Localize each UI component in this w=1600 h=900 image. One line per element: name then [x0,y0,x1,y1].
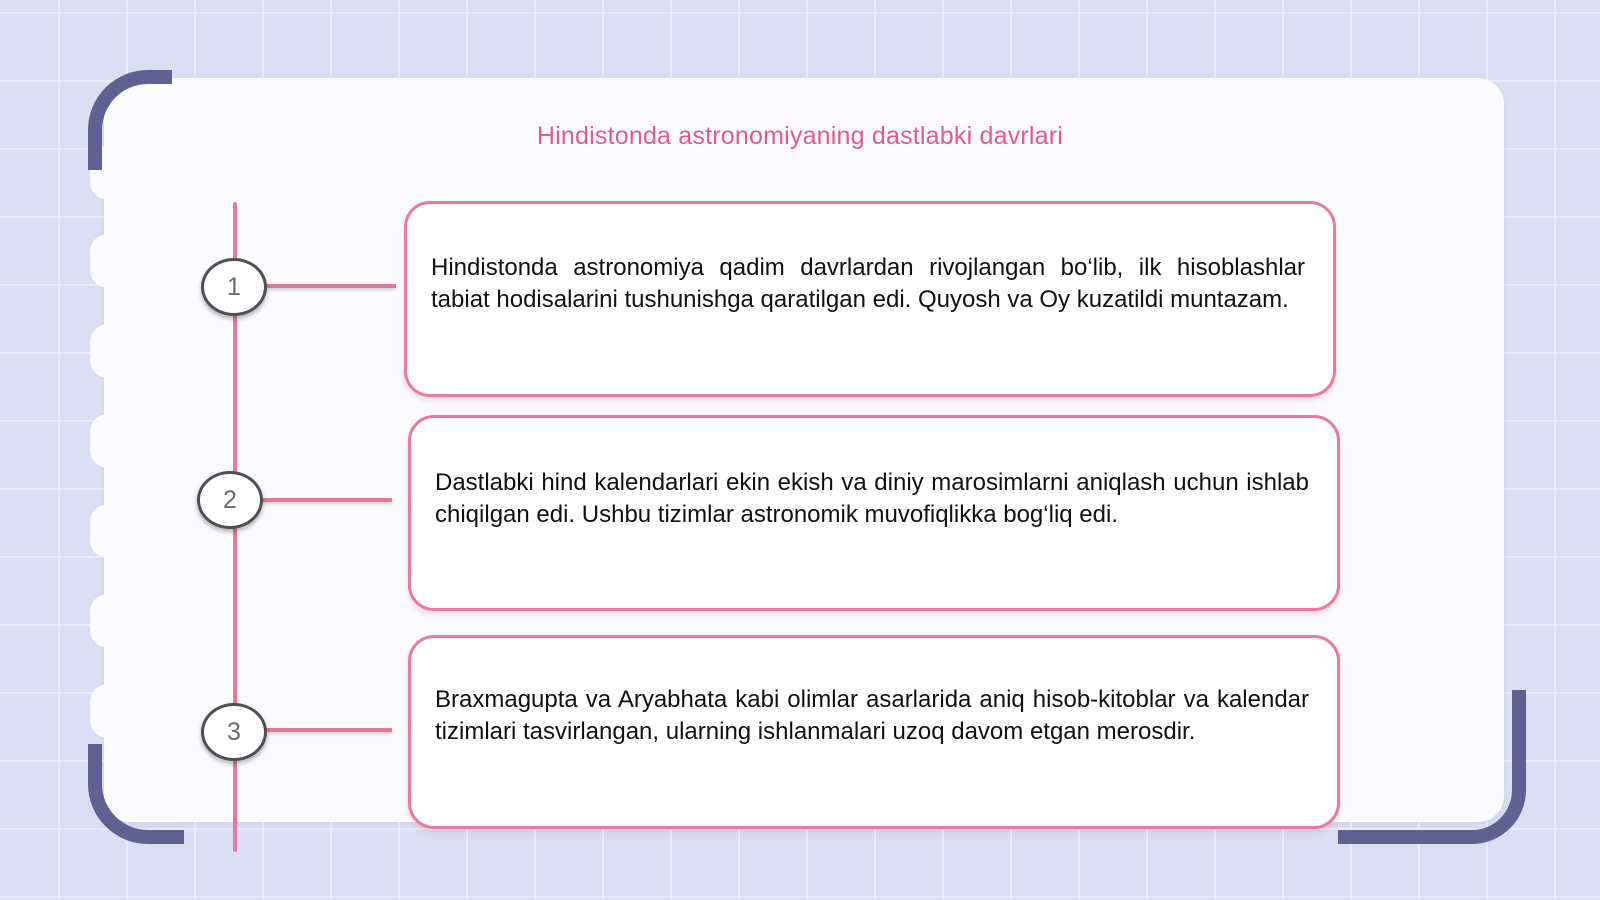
corner-bracket-top-left [88,70,172,170]
corner-bracket-bottom-left [88,744,184,844]
timeline-card-2-text: Dastlabki hind kalendarlari ekin ekish va diniy marosimlarni aniqlash uchun ishlab chiqilgan edi. Ushbu tizimlar astronomik muvofiqlikka bog‘liq edi. [435,469,1309,528]
timeline-connector-3 [266,728,392,732]
paper-scallop [90,684,126,738]
corner-bracket-bottom-right [1338,690,1526,844]
timeline-card-1-text: Hindistonda astronomiya qadim davrlardan rivojlangan bo‘lib, ilk hisoblashlar tabiat hodisalarini tushunishga qaratilgan edi. Quyosh va Oy kuzatildi muntazam. [431,254,1305,313]
timeline-connector-2 [262,498,392,502]
paper-scallop [90,594,126,648]
slide-title: Hindistonda astronomiyaning dastlabki davrlari [536,122,1064,150]
timeline-connector-1 [266,284,396,288]
paper-scallop [90,414,126,468]
paper-scallop [90,324,126,378]
paper-scallop [90,504,126,558]
timeline-marker-1: 1 [201,258,267,316]
paper-scallop [90,234,126,288]
timeline-card-3-text: Braxmagupta va Aryabhata kabi olimlar asarlarida aniq hisob-kitoblar va kalendar tizimlari tasvirlangan, ularning ishlanmalari uzoq davom etgan merosdir. [435,686,1309,745]
timeline-marker-3: 3 [201,703,267,761]
timeline-marker-2: 2 [197,471,263,529]
